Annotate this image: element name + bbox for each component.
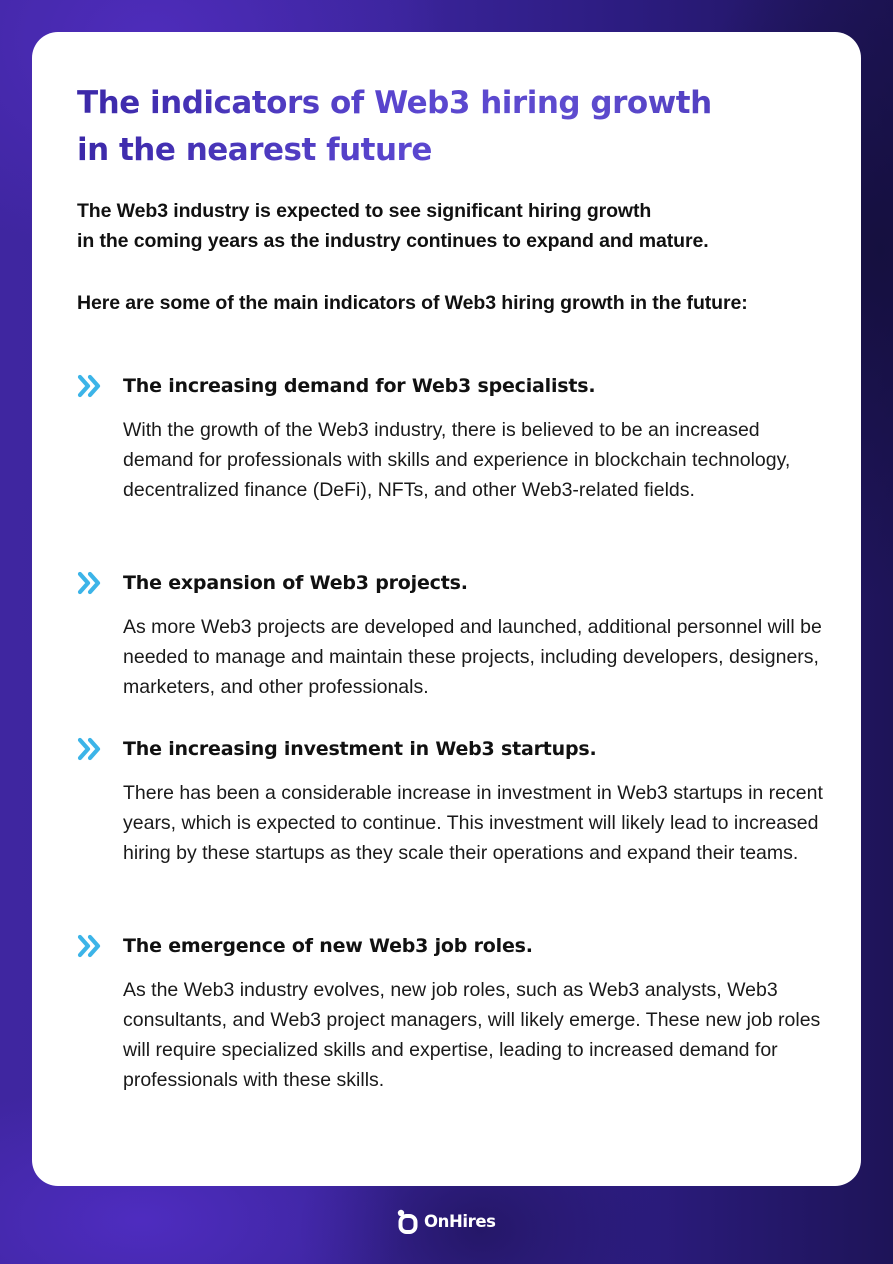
double-chevron-right-icon bbox=[77, 737, 105, 761]
indicator-body: There has been a considerable increase in investment in Web3 startups in recent years, which is expected to continue. This investment will likely lead to increased hiring by these startups as they scale their operations and expand their teams. bbox=[123, 782, 823, 864]
onhires-logo-icon bbox=[396, 1208, 418, 1234]
indicator-body: With the growth of the Web3 industry, there is believed to be an increased demand for professionals with skills and experience in blockchain technology, decentralized finance (DeFi), NFTs, and other Web3-related fields. bbox=[123, 419, 791, 501]
double-chevron-right-icon bbox=[77, 374, 105, 398]
page-title bbox=[77, 80, 797, 174]
double-chevron-right-icon bbox=[77, 934, 105, 958]
indicator-item bbox=[77, 931, 837, 1095]
indicator-heading: The increasing demand for Web3 specialists. bbox=[123, 375, 596, 397]
indicator-body: As the Web3 industry evolves, new job roles, such as Web3 analysts, Web3 consultants, and Web3 project managers, will likely emerge. These new job roles will require specialized skills and expertise, leading to increased demand for professionals with these skills. bbox=[123, 979, 821, 1091]
page-title-line-2: in the nearest future bbox=[77, 132, 432, 168]
indicator-heading: The expansion of Web3 projects. bbox=[123, 572, 468, 594]
indicator-item bbox=[77, 568, 837, 702]
indicator-item bbox=[77, 371, 837, 505]
indicator-heading: The emergence of new Web3 job roles. bbox=[123, 935, 533, 957]
intro-line-1: The Web3 industry is expected to see significant hiring growth bbox=[77, 200, 652, 222]
content-card bbox=[32, 32, 861, 1186]
indicator-heading: The increasing investment in Web3 startups. bbox=[123, 738, 597, 760]
brand-name: OnHires bbox=[424, 1211, 496, 1231]
page-title-line-1: The indicators of Web3 hiring growth bbox=[77, 85, 712, 121]
intro bbox=[77, 196, 837, 318]
intro-line-2: in the coming years as the industry continues to expand and mature. bbox=[77, 230, 709, 252]
indicator-body: As more Web3 projects are developed and launched, additional personnel will be needed to manage and maintain these projects, including developers, designers, marketers, and other professionals. bbox=[123, 616, 822, 698]
brand-logo bbox=[396, 1206, 496, 1236]
double-chevron-right-icon bbox=[77, 571, 105, 595]
indicator-item bbox=[77, 734, 837, 868]
lead-text: Here are some of the main indicators of Web3 hiring growth in the future: bbox=[77, 292, 748, 314]
